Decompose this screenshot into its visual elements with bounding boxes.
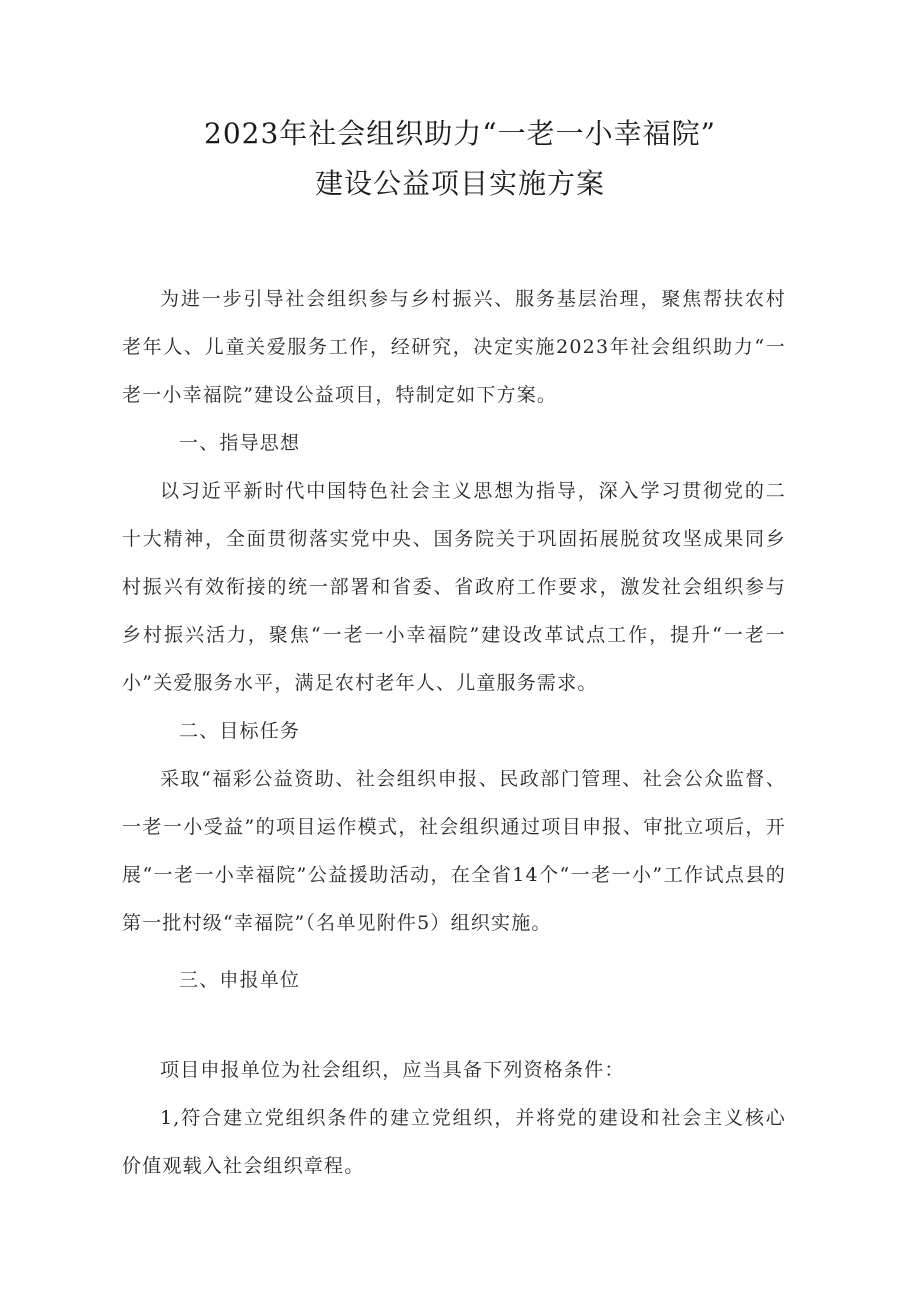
section-heading-block bbox=[122, 956, 786, 1004]
document-title-line-1: 2023年社会组织助力“一老一小幸福院” bbox=[204, 117, 716, 150]
section-heading-guiding-thought: 一、指导思想 bbox=[179, 432, 301, 454]
section-body-guiding-thought: 以习近平新时代中国特色社会主义思想为指导，深入学习贯彻党的二十大精神，全面贯彻落实党中央、国务院关于巩固拓展脱贫攻坚成果同乡村振兴有效衔接的统一部署和省委、省政府工作要求，激发社会组织参与乡村振兴活力，聚焦“一老一小幸福院”建设改革试点工作，提升“一老一小”关爱服务水平，满足农村老年人、儿童服务需求。 bbox=[122, 480, 786, 694]
section-body-applicants: 项目申报单位为社会组织，应当具备下列资格条件： bbox=[160, 1059, 625, 1081]
intro-block bbox=[122, 275, 786, 947]
document-title-line-2: 建设公益项目实施方案 bbox=[314, 167, 605, 200]
requirement-item-1: 1,符合建立党组织条件的建立党组织，并将党的建设和社会主义核心价值观载入社会组织章程。 bbox=[122, 1107, 786, 1177]
section-heading-applicants: 三、申报单位 bbox=[179, 969, 301, 991]
section-heading-goals: 二、目标任务 bbox=[179, 720, 301, 742]
intro-paragraph: 为进一步引导社会组织参与乡村振兴、服务基层治理，聚焦帮扶农村老年人、儿童关爱服务工作，经研究，决定实施2023年社会组织助力“一老一小幸福院”建设公益项目，特制定如下方案。 bbox=[122, 288, 786, 406]
section-body-goals: 采取“福彩公益资助、社会组织申报、民政部门管理、社会公众监督、一老一小受益”的项目运作模式，社会组织通过项目申报、审批立项后，开展“一老一小幸福院”公益援助活动，在全省14个“一老一小”工作试点县的第一批村级“幸福院”（名单见附件5）组织实施。 bbox=[122, 768, 786, 934]
applicants-block bbox=[122, 1046, 786, 1190]
